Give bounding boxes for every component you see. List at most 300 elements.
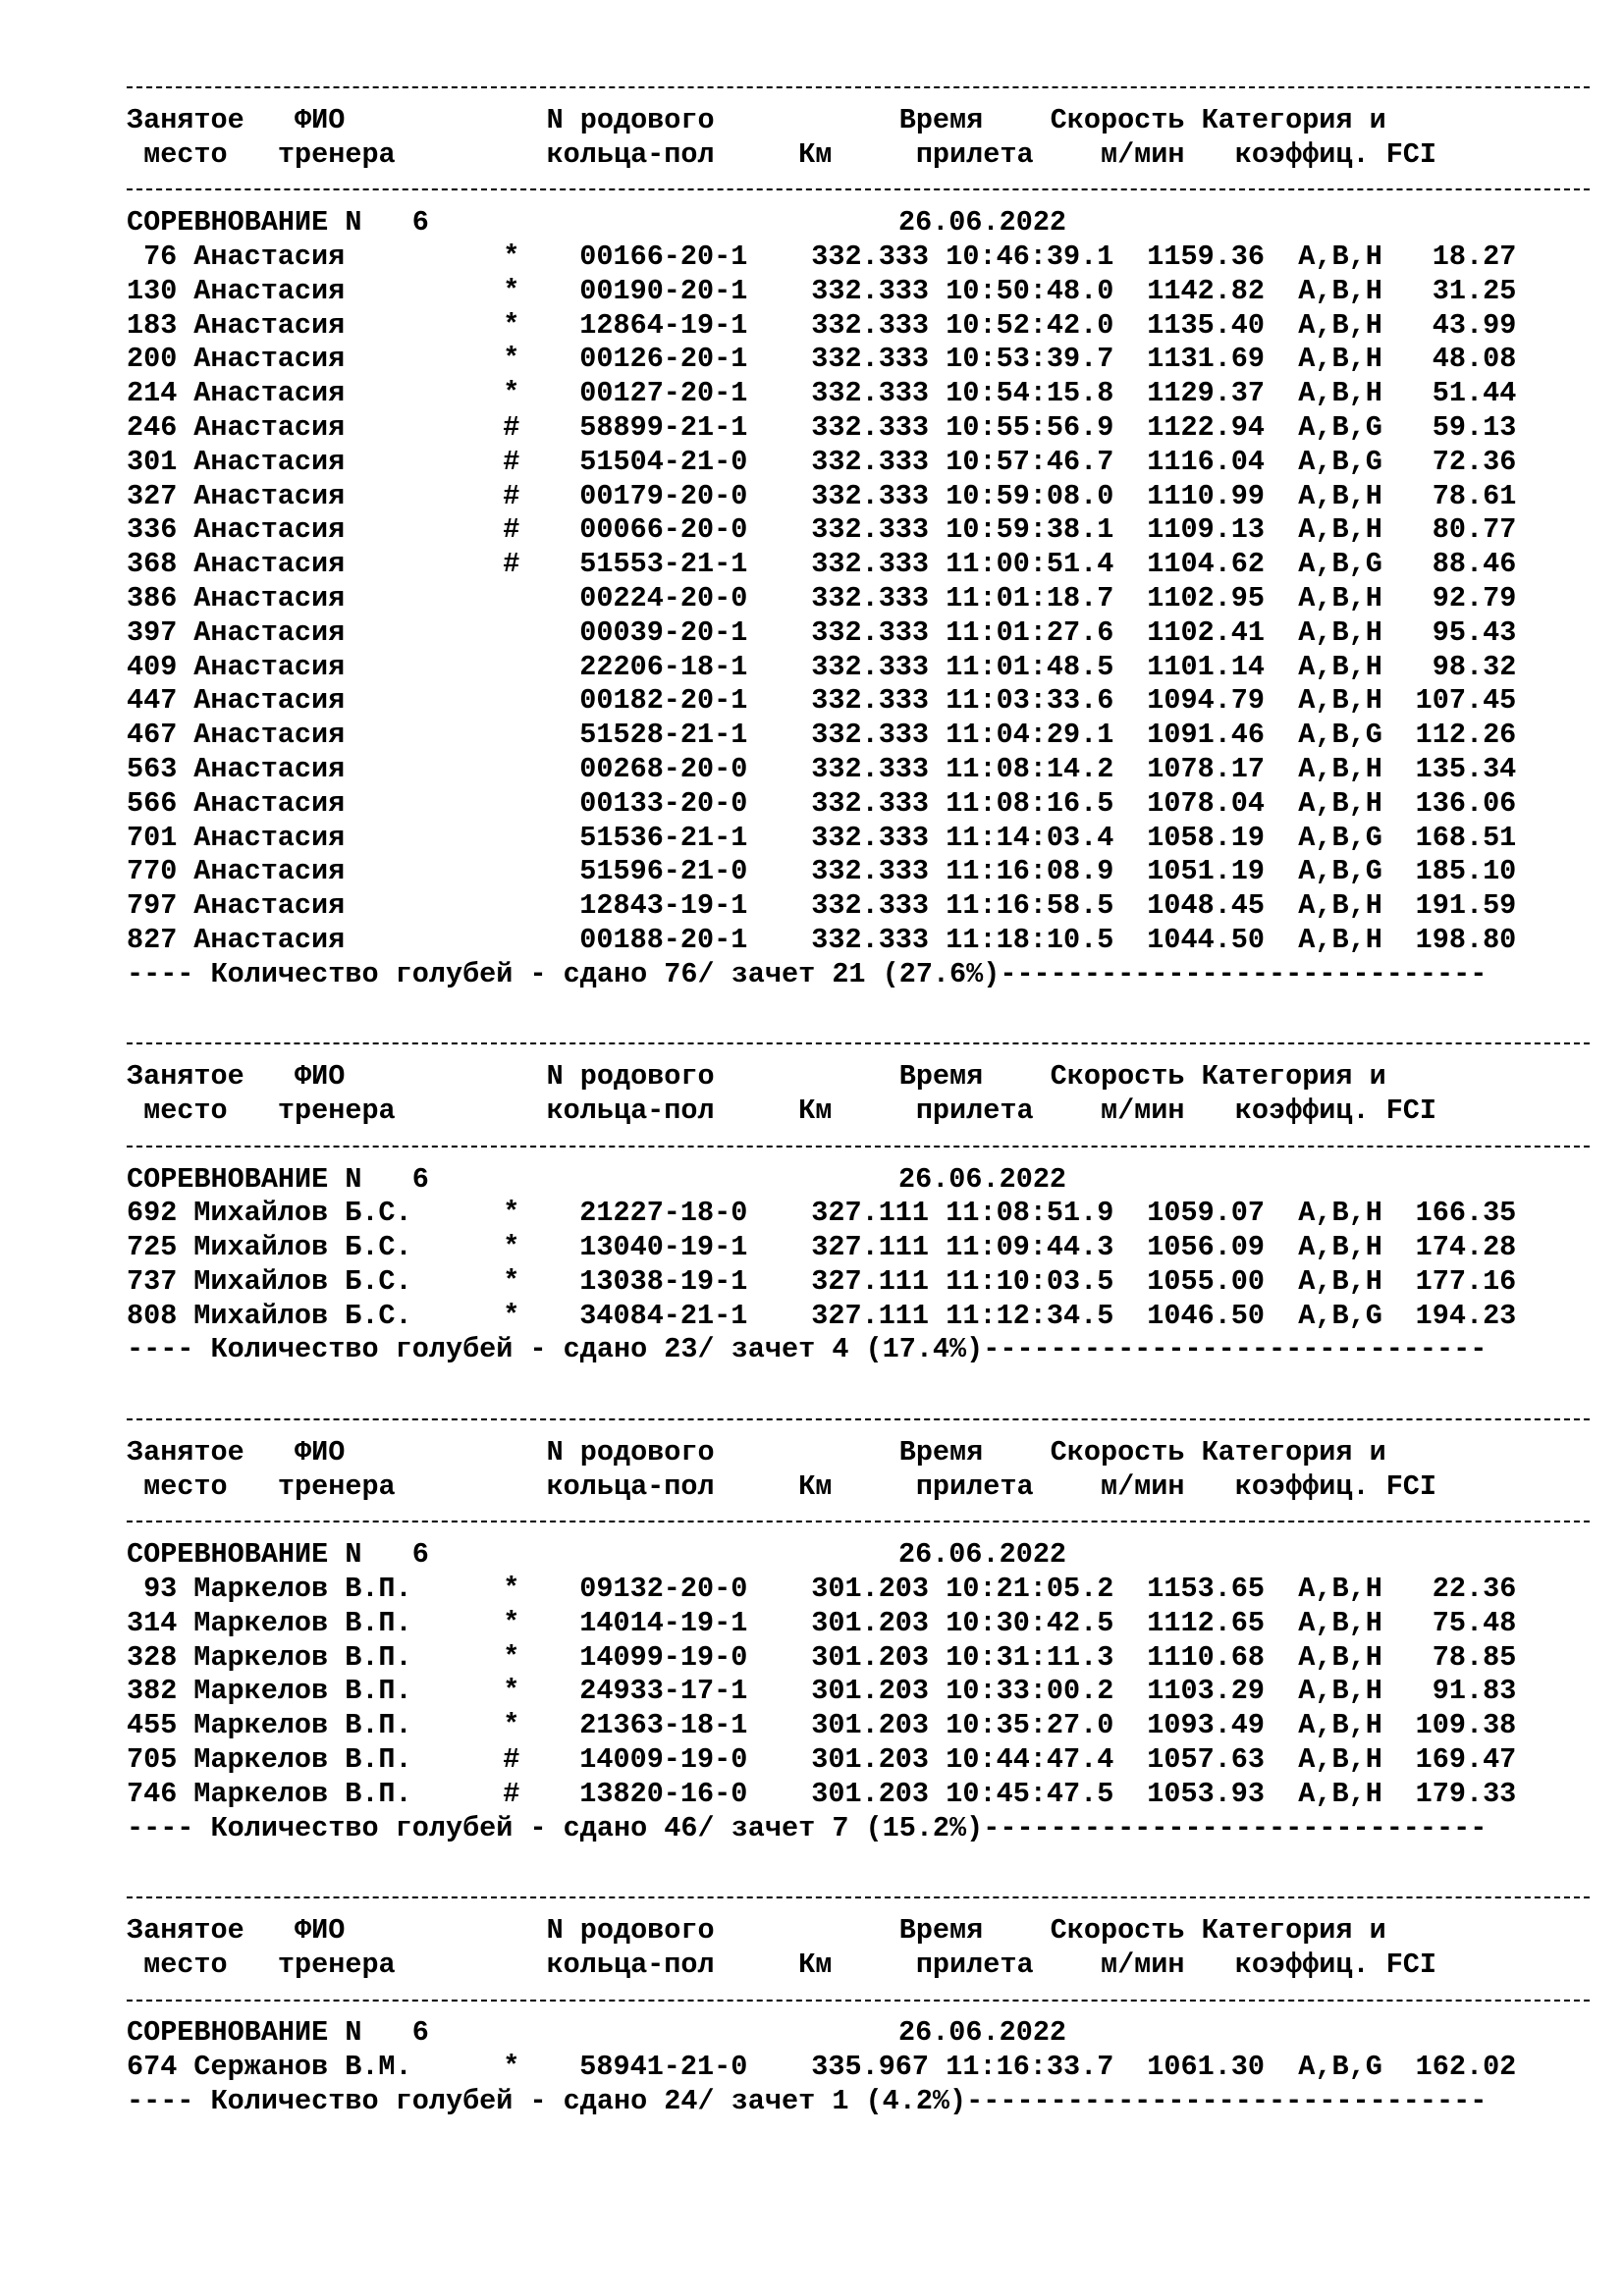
arrival-time: 11:18:10.5 [946, 923, 1114, 956]
distance-km: 332.333 [811, 889, 930, 923]
trainer-name-text: Михайлов Б.С. [193, 1197, 412, 1230]
trainer-name [193, 1641, 579, 1676]
arrival-time: 10:31:11.3 [946, 1640, 1114, 1674]
arrival-time: 11:09:44.3 [946, 1231, 1114, 1264]
competition-line [127, 206, 1599, 240]
status-mark: # [503, 1743, 520, 1777]
fci-coefficient: 88.46 [1432, 548, 1517, 581]
fci-coefficient: 91.83 [1432, 1675, 1517, 1708]
distance-km: 327.111 [811, 1299, 930, 1332]
fci-coefficient: 174.28 [1415, 1231, 1517, 1264]
status-mark: * [503, 1675, 520, 1708]
fci-coefficient: 80.77 [1432, 513, 1517, 547]
distance-km: 332.333 [811, 445, 930, 478]
trainer-name [193, 446, 579, 480]
place: 808 [127, 1299, 178, 1332]
category: A,B,G [1298, 855, 1382, 888]
arrival-time: 10:57:46.7 [946, 445, 1114, 478]
section-footer [127, 1812, 1599, 1846]
category: A,B,H [1298, 1675, 1382, 1708]
ring-number: 58899-21-1 [579, 410, 748, 444]
fci-coefficient: 59.13 [1432, 410, 1517, 444]
distance-km: 332.333 [811, 615, 930, 649]
category: A,B,H [1298, 684, 1382, 718]
distance-km: 301.203 [811, 1675, 930, 1708]
trainer-section [127, 1880, 1599, 2119]
arrival-time: 10:46:39.1 [946, 240, 1114, 273]
ring-number: 00166-20-1 [579, 240, 748, 273]
result-row [127, 2051, 1599, 2085]
speed: 1159.36 [1147, 240, 1266, 273]
ring-number: 58941-21-0 [579, 2051, 748, 2084]
result-row [127, 548, 1599, 582]
category: A,B,G [1298, 2051, 1382, 2084]
header-line-2: место тренера кольца-пол Км прилета м/мин коэффиц. FCI [127, 1948, 1437, 1981]
ring-number: 34084-21-1 [579, 1299, 748, 1332]
ring-number: 14009-19-0 [579, 1743, 748, 1777]
place: 397 [127, 615, 178, 649]
trainer-name-text: Сержанов В.М. [193, 2051, 412, 2084]
separator-rule [127, 1129, 1599, 1163]
status-mark: * [503, 1264, 520, 1298]
status-mark: * [503, 1606, 520, 1639]
place: 314 [127, 1606, 178, 1639]
place: 130 [127, 274, 178, 307]
distance-km: 332.333 [811, 308, 930, 342]
trainer-name [193, 616, 579, 651]
result-rows [127, 1197, 1599, 1333]
result-row [127, 822, 1599, 856]
result-row [127, 924, 1599, 958]
place: 467 [127, 719, 178, 752]
trainer-name-text: Маркелов В.П. [193, 1743, 412, 1777]
status-mark: * [503, 240, 520, 273]
section-footer [127, 1333, 1599, 1367]
section-footer [127, 2085, 1599, 2119]
fci-coefficient: 136.06 [1415, 786, 1517, 820]
competition-date: 26.06.2022 [898, 1538, 1067, 1572]
status-mark: # [503, 410, 520, 444]
arrival-time: 11:16:08.9 [946, 855, 1114, 888]
distance-km: 332.333 [811, 479, 930, 512]
place: 328 [127, 1640, 178, 1674]
trainer-name [193, 719, 579, 753]
distance-km: 327.111 [811, 1231, 930, 1264]
category: A,B,H [1298, 581, 1382, 614]
separator-rule [127, 1983, 1599, 2017]
status-mark: * [503, 1573, 520, 1606]
arrival-time: 10:59:08.0 [946, 479, 1114, 512]
ring-number: 00066-20-0 [579, 513, 748, 547]
trainer-name-text: Анастасия [193, 650, 346, 683]
trainer-name [193, 684, 579, 719]
arrival-time: 10:53:39.7 [946, 343, 1114, 376]
ring-number: 21363-18-1 [579, 1709, 748, 1742]
speed: 1044.50 [1147, 923, 1266, 956]
trainer-section [127, 1026, 1599, 1367]
ring-number: 00268-20-0 [579, 752, 748, 785]
fci-coefficient: 31.25 [1432, 274, 1517, 307]
status-mark: # [503, 513, 520, 547]
trainer-name [193, 1265, 579, 1300]
competition-date: 26.06.2022 [898, 1162, 1067, 1196]
category: A,B,H [1298, 513, 1382, 547]
competition-date: 26.06.2022 [898, 206, 1067, 240]
distance-km: 301.203 [811, 1777, 930, 1810]
place: 746 [127, 1777, 178, 1810]
speed: 1110.99 [1147, 479, 1266, 512]
competition-label: СОРЕВНОВАНИЕ N 6 [127, 1538, 429, 1572]
ring-number: 00126-20-1 [579, 343, 748, 376]
ring-number: 14014-19-1 [579, 1606, 748, 1639]
trainer-name-text: Михайлов Б.С. [193, 1264, 412, 1298]
fci-coefficient: 169.47 [1415, 1743, 1517, 1777]
competition-line [127, 1538, 1599, 1573]
result-row [127, 1573, 1599, 1607]
trainer-section [127, 70, 1599, 992]
speed: 1048.45 [1147, 889, 1266, 923]
place: 76 [143, 240, 178, 273]
distance-km: 332.333 [811, 513, 930, 547]
ring-number: 13040-19-1 [579, 1231, 748, 1264]
result-row [127, 240, 1599, 275]
place: 770 [127, 855, 178, 888]
distance-km: 332.333 [811, 274, 930, 307]
arrival-time: 10:44:47.4 [946, 1743, 1114, 1777]
trainer-name [193, 1743, 579, 1778]
status-mark: * [503, 1231, 520, 1264]
place: 336 [127, 513, 178, 547]
fci-coefficient: 198.80 [1415, 923, 1517, 956]
result-row [127, 275, 1599, 309]
speed: 1093.49 [1147, 1709, 1266, 1742]
place: 737 [127, 1264, 178, 1298]
status-mark: * [503, 343, 520, 376]
arrival-time: 11:01:18.7 [946, 581, 1114, 614]
fci-coefficient: 22.36 [1432, 1573, 1517, 1606]
ring-number: 00133-20-0 [579, 786, 748, 820]
place: 214 [127, 377, 178, 410]
trainer-name [193, 240, 579, 275]
result-row [127, 753, 1599, 787]
ring-number: 00188-20-1 [579, 923, 748, 956]
arrival-time: 10:52:42.0 [946, 308, 1114, 342]
trainer-name [193, 1778, 579, 1812]
trainer-name [193, 924, 579, 958]
result-row [127, 855, 1599, 889]
distance-km: 301.203 [811, 1640, 930, 1674]
category: A,B,H [1298, 1640, 1382, 1674]
fci-coefficient: 95.43 [1432, 615, 1517, 649]
result-rows [127, 1573, 1599, 1812]
fci-coefficient: 109.38 [1415, 1709, 1517, 1742]
category: A,B,H [1298, 923, 1382, 956]
arrival-time: 10:21:05.2 [946, 1573, 1114, 1606]
status-mark: * [503, 1197, 520, 1230]
arrival-time: 11:08:16.5 [946, 786, 1114, 820]
distance-km: 301.203 [811, 1709, 930, 1742]
place: 246 [127, 410, 178, 444]
trainer-name-text: Анастасия [193, 410, 346, 444]
ring-number: 00182-20-1 [579, 684, 748, 718]
category: A,B,H [1298, 889, 1382, 923]
distance-km: 327.111 [811, 1197, 930, 1230]
category: A,B,G [1298, 821, 1382, 854]
header-line-2: место тренера кольца-пол Км прилета м/мин коэффиц. FCI [127, 137, 1437, 171]
distance-km: 335.967 [811, 2051, 930, 2084]
separator-rule [127, 1504, 1599, 1538]
trainer-name [193, 1607, 579, 1641]
trainer-name-text: Анастасия [193, 719, 346, 752]
arrival-time: 11:01:27.6 [946, 615, 1114, 649]
speed: 1078.17 [1147, 752, 1266, 785]
trainer-name-text: Анастасия [193, 274, 346, 307]
ring-number: 13038-19-1 [579, 1264, 748, 1298]
status-mark: * [503, 1299, 520, 1332]
speed: 1055.00 [1147, 1264, 1266, 1298]
distance-km: 332.333 [811, 923, 930, 956]
footer-summary: ---- Количество голубей - сдано 76/ зачет 21 (27.6%)----------------------------- [127, 957, 1488, 990]
speed: 1101.14 [1147, 650, 1266, 683]
category: A,B,G [1298, 548, 1382, 581]
fci-coefficient: 107.45 [1415, 684, 1517, 718]
ring-number: 21227-18-0 [579, 1197, 748, 1230]
separator-rule [127, 70, 1599, 104]
speed: 1131.69 [1147, 343, 1266, 376]
result-row [127, 1675, 1599, 1709]
status-mark: # [503, 548, 520, 581]
distance-km: 332.333 [811, 410, 930, 444]
trainer-name [193, 2051, 579, 2085]
speed: 1046.50 [1147, 1299, 1266, 1332]
place: 382 [127, 1675, 178, 1708]
distance-km: 332.333 [811, 343, 930, 376]
header-line-1: Занятое ФИО N родового Время Скорость Категория и [127, 1435, 1386, 1468]
trainer-name [193, 753, 579, 787]
trainer-name-text: Маркелов В.П. [193, 1606, 412, 1639]
category: A,B,H [1298, 308, 1382, 342]
separator-rule [127, 172, 1599, 206]
arrival-time: 11:12:34.5 [946, 1299, 1114, 1332]
arrival-time: 11:08:14.2 [946, 752, 1114, 785]
result-row [127, 513, 1599, 548]
place: 563 [127, 752, 178, 785]
place: 368 [127, 548, 178, 581]
place: 827 [127, 923, 178, 956]
arrival-time: 10:55:56.9 [946, 410, 1114, 444]
result-row [127, 446, 1599, 480]
trainer-name-text: Анастасия [193, 513, 346, 547]
distance-km: 332.333 [811, 684, 930, 718]
footer-summary: ---- Количество голубей - сдано 46/ зачет 7 (15.2%)------------------------------ [127, 1811, 1488, 1844]
arrival-time: 10:59:38.1 [946, 513, 1114, 547]
ring-number: 00190-20-1 [579, 274, 748, 307]
trainer-section [127, 1402, 1599, 1845]
result-row [127, 343, 1599, 377]
ring-number: 09132-20-0 [579, 1573, 748, 1606]
speed: 1102.95 [1147, 581, 1266, 614]
place: 701 [127, 821, 178, 854]
place: 566 [127, 786, 178, 820]
arrival-time: 10:54:15.8 [946, 377, 1114, 410]
result-row [127, 719, 1599, 753]
speed: 1122.94 [1147, 410, 1266, 444]
arrival-time: 11:10:03.5 [946, 1264, 1114, 1298]
trainer-name [193, 1573, 579, 1607]
trainer-name-text: Анастасия [193, 615, 346, 649]
competition-label: СОРЕВНОВАНИЕ N 6 [127, 2016, 429, 2050]
result-row [127, 1231, 1599, 1265]
category: A,B,H [1298, 240, 1382, 273]
header-line-1: Занятое ФИО N родового Время Скорость Категория и [127, 1914, 1386, 1948]
place: 301 [127, 445, 178, 478]
category: A,B,H [1298, 752, 1382, 785]
status-mark: # [503, 1777, 520, 1810]
fci-coefficient: 51.44 [1432, 377, 1517, 410]
arrival-time: 11:03:33.6 [946, 684, 1114, 718]
trainer-name-text: Михайлов Б.С. [193, 1299, 412, 1332]
category: A,B,G [1298, 719, 1382, 752]
category: A,B,H [1298, 1264, 1382, 1298]
fci-coefficient: 166.35 [1415, 1197, 1517, 1230]
trainer-name-text: Анастасия [193, 684, 346, 718]
ring-number: 12843-19-1 [579, 889, 748, 923]
distance-km: 332.333 [811, 752, 930, 785]
trainer-name [193, 1300, 579, 1334]
result-row [127, 616, 1599, 651]
ring-number: 51596-21-0 [579, 855, 748, 888]
category: A,B,H [1298, 1743, 1382, 1777]
result-row [127, 889, 1599, 924]
trainer-name [193, 309, 579, 344]
result-row [127, 309, 1599, 344]
trainer-name [193, 855, 579, 889]
trainer-name [193, 377, 579, 411]
status-mark: * [503, 2051, 520, 2084]
ring-number: 51536-21-1 [579, 821, 748, 854]
arrival-time: 11:04:29.1 [946, 719, 1114, 752]
trainer-name-text: Маркелов В.П. [193, 1573, 412, 1606]
ring-number: 13820-16-0 [579, 1777, 748, 1810]
trainer-name-text: Анастасия [193, 855, 346, 888]
category: A,B,G [1298, 1299, 1382, 1332]
result-row [127, 787, 1599, 822]
result-row [127, 1743, 1599, 1778]
trainer-name [193, 513, 579, 548]
distance-km: 332.333 [811, 786, 930, 820]
category: A,B,H [1298, 1197, 1382, 1230]
place: 674 [127, 2051, 178, 2084]
distance-km: 327.111 [811, 1264, 930, 1298]
trainer-name-text: Анастасия [193, 889, 346, 923]
speed: 1153.65 [1147, 1573, 1266, 1606]
fci-coefficient: 179.33 [1415, 1777, 1517, 1810]
result-row [127, 480, 1599, 514]
speed: 1058.19 [1147, 821, 1266, 854]
fci-coefficient: 78.85 [1432, 1640, 1517, 1674]
distance-km: 332.333 [811, 240, 930, 273]
category: A,B,H [1298, 1231, 1382, 1264]
speed: 1078.04 [1147, 786, 1266, 820]
speed: 1104.62 [1147, 548, 1266, 581]
ring-number: 12864-19-1 [579, 308, 748, 342]
speed: 1057.63 [1147, 1743, 1266, 1777]
trainer-name-text: Анастасия [193, 308, 346, 342]
result-row [127, 1265, 1599, 1300]
competition-date: 26.06.2022 [898, 2016, 1067, 2050]
fci-coefficient: 185.10 [1415, 855, 1517, 888]
separator-rule [127, 1026, 1599, 1060]
arrival-time: 11:00:51.4 [946, 548, 1114, 581]
trainer-name-text: Анастасия [193, 377, 346, 410]
trainer-name-text: Анастасия [193, 821, 346, 854]
fci-coefficient: 191.59 [1415, 889, 1517, 923]
speed: 1059.07 [1147, 1197, 1266, 1230]
trainer-name [193, 651, 579, 685]
distance-km: 301.203 [811, 1743, 930, 1777]
speed: 1109.13 [1147, 513, 1266, 547]
result-row [127, 1607, 1599, 1641]
arrival-time: 11:14:03.4 [946, 821, 1114, 854]
ring-number: 14099-19-0 [579, 1640, 748, 1674]
result-row [127, 1641, 1599, 1676]
distance-km: 332.333 [811, 719, 930, 752]
speed: 1091.46 [1147, 719, 1266, 752]
place: 409 [127, 650, 178, 683]
category: A,B,H [1298, 479, 1382, 512]
place: 327 [127, 479, 178, 512]
trainer-name [193, 822, 579, 856]
arrival-time: 11:08:51.9 [946, 1197, 1114, 1230]
trainer-name [193, 343, 579, 377]
trainer-name [193, 787, 579, 822]
competition-label: СОРЕВНОВАНИЕ N 6 [127, 206, 429, 240]
speed: 1094.79 [1147, 684, 1266, 718]
fci-coefficient: 168.51 [1415, 821, 1517, 854]
trainer-name-text: Анастасия [193, 786, 346, 820]
arrival-time: 11:16:58.5 [946, 889, 1114, 923]
place: 797 [127, 889, 178, 923]
status-mark: * [503, 1709, 520, 1742]
fci-coefficient: 194.23 [1415, 1299, 1517, 1332]
competition-label: СОРЕВНОВАНИЕ N 6 [127, 1162, 429, 1196]
fci-coefficient: 78.61 [1432, 479, 1517, 512]
status-mark: # [503, 445, 520, 478]
speed: 1112.65 [1147, 1606, 1266, 1639]
place: 183 [127, 308, 178, 342]
trainer-name [193, 1197, 579, 1231]
competition-line [127, 1163, 1599, 1198]
results-report [127, 70, 1599, 2119]
header-line-2: место тренера кольца-пол Км прилета м/мин коэффиц. FCI [127, 1469, 1437, 1503]
distance-km: 332.333 [811, 377, 930, 410]
trainer-name-text: Анастасия [193, 548, 346, 581]
category: A,B,H [1298, 1709, 1382, 1742]
result-rows [127, 240, 1599, 958]
arrival-time: 10:30:42.5 [946, 1606, 1114, 1639]
separator-rule [127, 1402, 1599, 1436]
footer-summary: ---- Количество голубей - сдано 23/ зачет 4 (17.4%)------------------------------ [127, 1333, 1488, 1366]
fci-coefficient: 43.99 [1432, 308, 1517, 342]
trainer-name-text: Анастасия [193, 479, 346, 512]
speed: 1116.04 [1147, 445, 1266, 478]
trainer-name-text: Маркелов В.П. [193, 1640, 412, 1674]
place: 455 [127, 1709, 178, 1742]
distance-km: 301.203 [811, 1573, 930, 1606]
arrival-time: 11:16:33.7 [946, 2051, 1114, 2084]
arrival-time: 10:35:27.0 [946, 1709, 1114, 1742]
status-mark: # [503, 479, 520, 512]
